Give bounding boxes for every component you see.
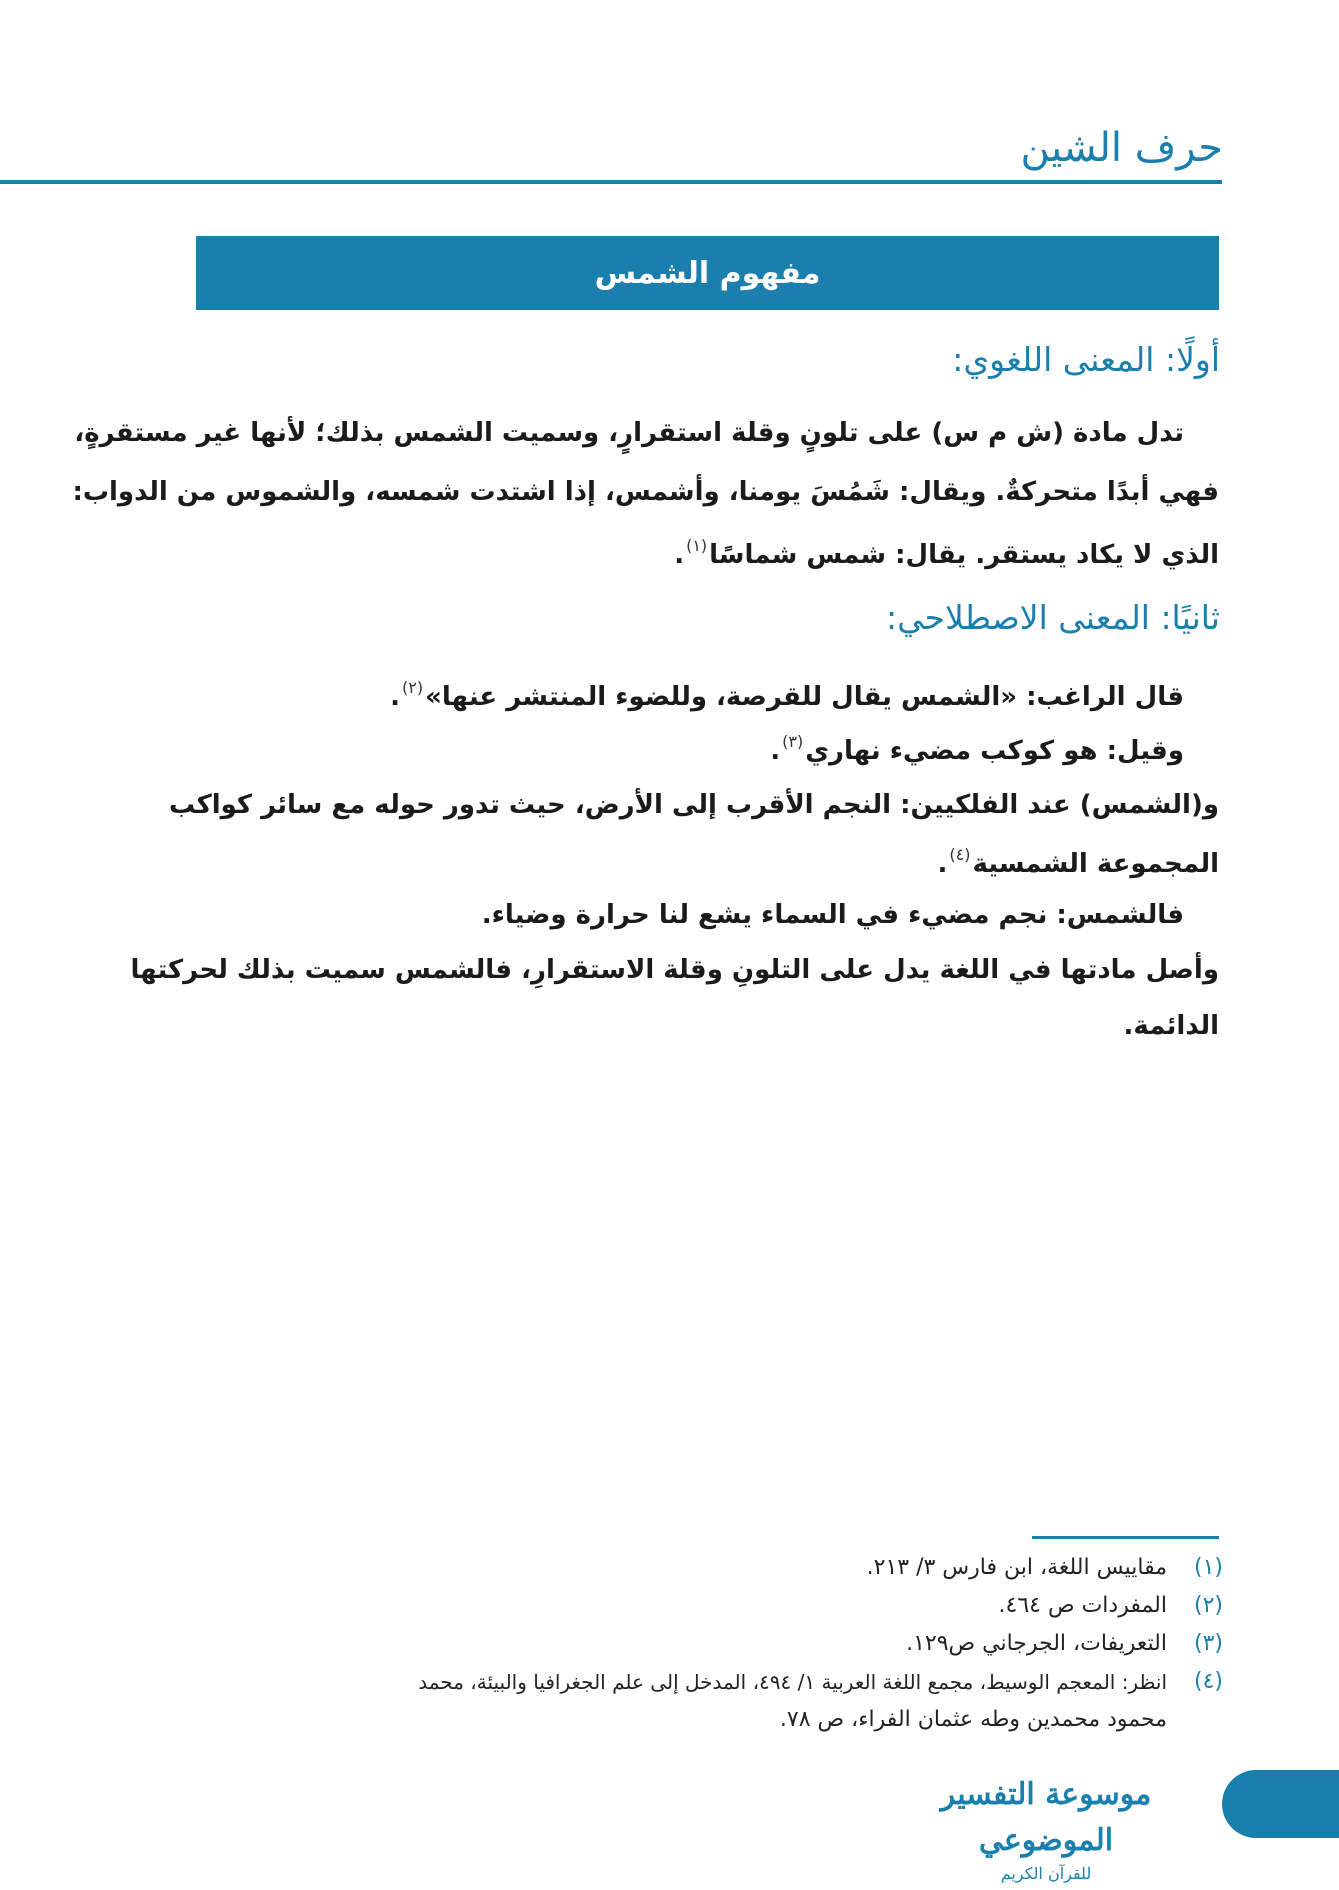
body-line: تدل مادة (ش م س) على تلونٍ وقلة استقرارٍ، وسميت الشمس بذلك؛ لأنها غير مستقرةٍ، [74, 418, 1184, 448]
footnote-ref[interactable]: (٣) [782, 732, 804, 751]
running-header-title: حرف الشين [1020, 125, 1223, 171]
body-text: الذي لا يكاد يستقر. يقال: شمس شماسًا [709, 540, 1219, 570]
technical-meaning-heading: ثانيًا: المعنى الاصطلاحي: [885, 598, 1220, 637]
body-line: فهي أبدًا متحركةٌ. ويقال: شَمُسَ يومنا، وأشمس، إذا اشتدت شمسه، والشموس من الدواب: [72, 477, 1219, 507]
footnote-text: التعريفات، الجرجاني ص١٢٩. [906, 1631, 1167, 1656]
logo-title: موسوعة التفسير الموضوعي [940, 1777, 1152, 1858]
footnote-number: (٢) [1193, 1593, 1223, 1618]
body-line: وقيل: هو كوكب مضيء نهاري$^{(٣)}$. [770, 732, 1184, 766]
footnote-rule [1032, 1536, 1219, 1539]
footnote-text: انظر: المعجم الوسيط، مجمع اللغة العربية ١/ ٤٩٤، المدخل إلى علم الجغرافيا والبيئة، محمد [418, 1670, 1167, 1694]
section-banner [196, 236, 1219, 310]
footnote-text-continued: محمود محمدين وطه عثمان الفراء، ص ٧٨. [779, 1707, 1167, 1732]
footnote-ref[interactable]: (٤) [949, 845, 971, 864]
footnote-text: المفردات ص ٤٦٤. [998, 1593, 1167, 1618]
body-text: المجموعة الشمسية [972, 849, 1219, 879]
banner-title: مفهوم الشمس [594, 255, 821, 291]
header-rule [0, 180, 1222, 184]
encyclopedia-logo [912, 1772, 1180, 1883]
body-text: قال الراغب: «الشمس يقال للقرصة، وللضوء المنتشر عنها» [425, 682, 1184, 712]
body-line: فالشمس: نجم مضيء في السماء يشع لنا حرارة وضياء. [481, 900, 1184, 930]
body-line: قال الراغب: «الشمس يقال للقرصة، وللضوء المنتشر عنها»$^{(٢)}$. [390, 678, 1184, 712]
footnote-number: (١) [1193, 1555, 1223, 1580]
footnote-number: (٣) [1193, 1631, 1223, 1656]
body-line: الذي لا يكاد يستقر. يقال: شمس شماسًا$^{(١)}$. [674, 536, 1219, 570]
logo-subtitle: للقرآن الكريم [1000, 1864, 1092, 1883]
body-text: وقيل: هو كوكب مضيء نهاري [805, 736, 1184, 766]
body-line: و(الشمس) عند الفلكيين: النجم الأقرب إلى الأرض، حيث تدور حوله مع سائر كواكب [169, 790, 1219, 820]
body-line: وأصل مادتها في اللغة يدل على التلونِ وقلة الاستقرارِ، فالشمس سميت بذلك لحركتها [130, 955, 1219, 985]
footnote-ref[interactable]: (٢) [402, 678, 424, 697]
body-line: المجموعة الشمسية$^{(٤)}$. [937, 845, 1219, 879]
footnote-number: (٤) [1193, 1669, 1223, 1694]
footnote-ref[interactable]: (١) [686, 536, 708, 555]
page-number-tab [1222, 1770, 1339, 1838]
footnote-text: مقاييس اللغة، ابن فارس ٣/ ٢١٣. [866, 1555, 1167, 1580]
body-line: الدائمة. [1123, 1011, 1219, 1041]
linguistic-meaning-heading: أولًا: المعنى اللغوي: [952, 340, 1220, 379]
